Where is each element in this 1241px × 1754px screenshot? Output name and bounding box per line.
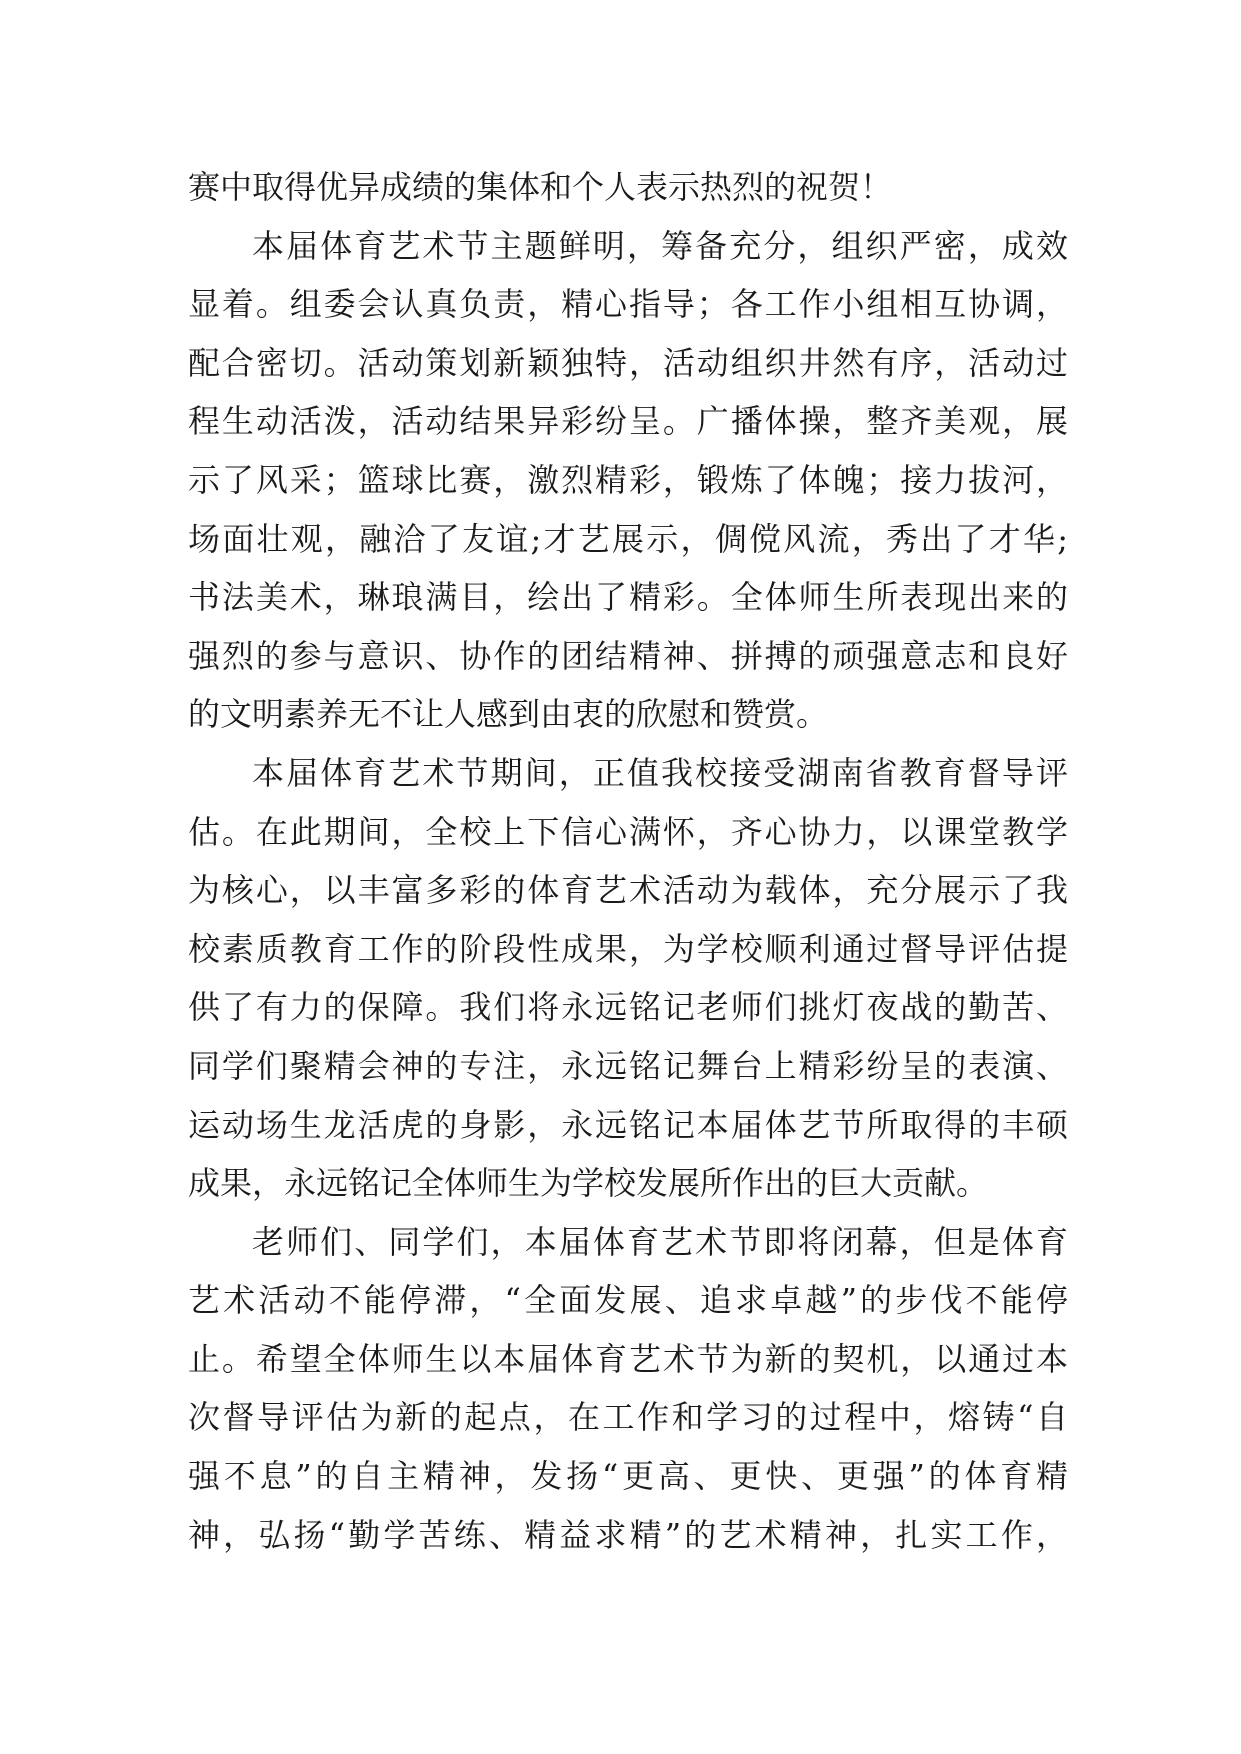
text-line: 为核心，以丰富多彩的体育艺术活动为载体，充分展示了我 [188, 871, 1068, 910]
text-line: 次督导评估为新的起点，在工作和学习的过程中，熔铸“自 [188, 1398, 1068, 1437]
text-line: 强不息”的自主精神，发扬“更高、更快、更强”的体育精 [188, 1457, 1068, 1496]
text-line: 成果，永远铭记全体师生为学校发展所作出的巨大贡献。 [188, 1164, 989, 1203]
text-line: 示了风采；篮球比赛，激烈精彩，锻炼了体魄；接力拔河， [188, 460, 1068, 499]
text-line: 强烈的参与意识、协作的团结精神、拼搏的顽强意志和良好 [188, 636, 1068, 675]
paragraph-first-line: 本届体育艺术节期间，正值我校接受湖南省教育督导评 [252, 753, 1068, 792]
text-line: 程生动活泼，活动结果异彩纷呈。广播体操，整齐美观，展 [188, 402, 1068, 441]
text-line: 止。希望全体师生以本届体育艺术节为新的契机，以通过本 [188, 1339, 1068, 1378]
document-body [188, 158, 1068, 1564]
text-line: 神，弘扬“勤学苦练、精益求精”的艺术精神，扎实工作， [188, 1515, 1068, 1554]
text-line: 的文明素养无不让人感到由衷的欣慰和赞赏。 [188, 695, 829, 734]
text-line: 校素质教育工作的阶段性成果，为学校顺利通过督导评估提 [188, 929, 1068, 968]
paragraph-first-line: 本届体育艺术节主题鲜明，筹备充分，组织严密，成效 [252, 226, 1068, 265]
text-line: 配合密切。活动策划新颖独特，活动组织井然有序，活动过 [188, 343, 1068, 382]
text-line: 赛中取得优异成绩的集体和个人表示热烈的祝贺！ [188, 168, 893, 206]
text-line: 场面壮观，融洽了友谊;才艺展示，倜傥风流，秀出了才华; [188, 519, 1068, 558]
text-line: 显着。组委会认真负责，精心指导；各工作小组相互协调， [188, 285, 1068, 324]
text-line: 艺术活动不能停滞，“全面发展、追求卓越”的步伐不能停 [188, 1281, 1068, 1320]
text-line: 供了有力的保障。我们将永远铭记老师们挑灯夜战的勤苦、 [188, 988, 1068, 1027]
text-line: 同学们聚精会神的专注，永远铭记舞台上精彩纷呈的表演、 [188, 1046, 1068, 1085]
text-line: 书法美术，琳琅满目，绘出了精彩。全体师生所表现出来的 [188, 578, 1068, 617]
paragraph-first-line: 老师们、同学们，本届体育艺术节即将闭幕，但是体育 [252, 1222, 1068, 1261]
text-line: 估。在此期间，全校上下信心满怀，齐心协力，以课堂教学 [188, 812, 1068, 851]
text-line: 运动场生龙活虎的身影，永远铭记本届体艺节所取得的丰硕 [188, 1105, 1068, 1144]
